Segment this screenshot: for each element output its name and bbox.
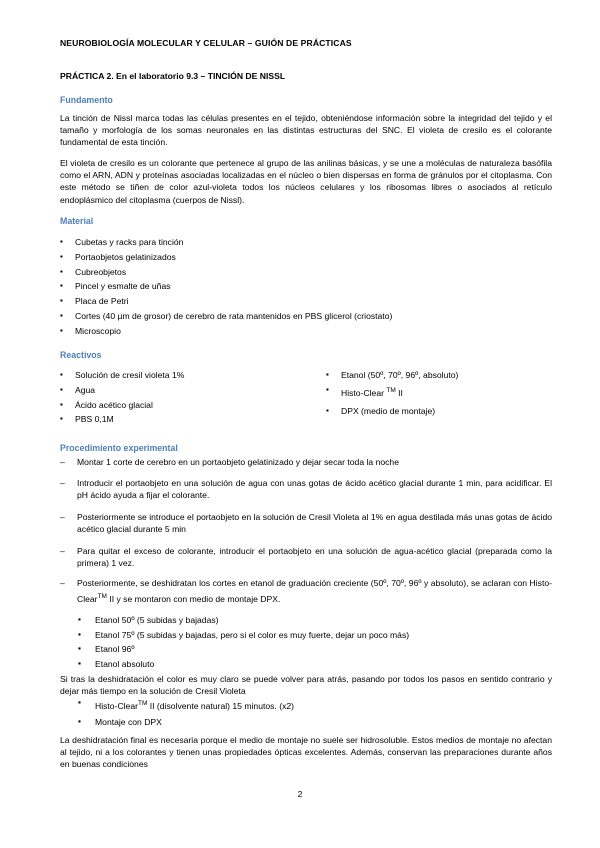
practice-title: PRÁCTICA 2. En el laboratorio 9.3 – TINCIÓN DE NISSL [60, 71, 286, 81]
step-text: Posteriormente, se deshidratan los cortes en etanol de graduación creciente (50º, 70º, 96º y absoluto), se aclaran con Histo-Clear™ II y se montaron con medio de montaje DPX. [77, 578, 552, 604]
page-number: 2 [297, 789, 303, 799]
list-item: ▪ Etanol 75º (5 subidas y bajadas, pero si el color es muy fuerte, dejar un poco más) [78, 629, 409, 644]
trademark-mark: TM [97, 593, 107, 601]
material-list [60, 236, 392, 340]
histo-clear-label: Histo-Clear [341, 387, 384, 398]
section-heading-procedimiento: Procedimiento experimental [60, 443, 178, 453]
section-heading-material: Material [60, 216, 94, 226]
reactivos-list-left [60, 369, 184, 428]
list-item: ▪ DPX (medio de montaje) [326, 405, 458, 420]
dash-marker: – [60, 512, 65, 522]
trademark-mark: TM [386, 386, 396, 394]
dash-marker: – [60, 546, 65, 556]
list-item: ▪ Cubetas y racks para tinción [60, 236, 392, 251]
procedure-step-1 [60, 456, 552, 468]
list-item: ▪ Etanol absoluto [78, 658, 409, 673]
closing-paragraph: La deshidratación final es necesaria porque el medio de montaje no suele ser hidrosoluble. Estos medios de montaje no afectan al tejido, ni a los colorantes y tienen unas propiedades ópticas excelentes. Además, conservan las preparaciones durante años en buenas condiciones [60, 735, 552, 770]
list-item: ▪ Agua [60, 384, 184, 399]
list-item: ▪ Ácido acético glacial [60, 399, 184, 414]
list-item: ▪ Etanol 96º [78, 643, 409, 658]
fundamento-paragraph-1: La tinción de Nissl marca todas las células presentes en el tejido, obteniéndose información sobre la integridad del tejido y el tamaño y morfología de los somas neuronales en las distintas estructuras del SNC. El violeta de cresilo es el colorante fundamental de esta tinción. [60, 113, 552, 148]
rehydration-note: Si tras la deshidratación el color es muy claro se puede volver para atrás, pasando por todos los pasos en sentido contrario y dejar más tiempo en la solución de Cresil Violeta [60, 674, 552, 697]
dash-marker: – [60, 578, 65, 588]
trademark-mark: TM [137, 700, 148, 707]
dash-marker: – [60, 478, 65, 488]
step-text: Posteriormente se introduce el portaobjeto en la solución de Cresil Violeta al 1% en agua destilada más unas gotas de ácido acético glacial durante 5 min [77, 512, 552, 535]
procedure-step-3 [60, 511, 552, 535]
list-item: ▪ Etanol (50º, 70º, 96º, absoluto) [326, 369, 458, 384]
final-steps-list [78, 697, 294, 731]
fundamento-paragraph-2: El violeta de cresilo es un colorante que pertenece al grupo de las anilinas básicas, y se une a moléculas de naturaleza basófila como el ARN, ADN y proteínas asociadas localizadas en el núcleo o bien dispersas en forma de gránulos por el citoplasma. Con este método se tiñen de color azul-violeta todos los núcleos celulares y los ribosomas libres o asociados al retículo endoplásmico del citoplasma (cuerpos de Nissl). [60, 158, 552, 205]
step-text: Para quitar el exceso de colorante, introducir el portaobjeto en una solución de agua-acético glacial (preparada como la primera) 1 vez. [77, 546, 552, 569]
document-header: NEUROBIOLOGÍA MOLECULAR Y CELULAR – GUIÓN DE PRÁCTICAS [60, 38, 352, 48]
list-item [326, 384, 458, 405]
reactivos-list-right [326, 369, 458, 420]
list-item: ▪ Microscopio [60, 325, 392, 340]
list-item: ▪ Etanol 50º (5 subidas y bajadas) [78, 614, 409, 629]
ethanol-sublist [78, 614, 409, 672]
list-item: ▪ Histo-Clear™ II (disolvente natural) 15 minutos. (x2) [78, 697, 294, 716]
procedure-step-5 [60, 576, 552, 607]
section-heading-reactivos: Reactivos [60, 350, 102, 360]
section-heading-fundamento: Fundamento [60, 95, 113, 105]
list-item: ▪ Pincel y esmalte de uñas [60, 280, 392, 295]
list-item: ▪ Cubreobjetos [60, 266, 392, 281]
list-item: ▪ Portaobjetos gelatinizados [60, 251, 392, 266]
list-item: ▪ PBS 0,1M [60, 413, 184, 428]
step-text: Montar 1 corte de cerebro en un portaobjeto gelatinizado y dejar secar toda la noche [77, 457, 399, 467]
procedure-step-4 [60, 545, 552, 569]
list-item: ▪ Solución de cresil violeta 1% [60, 369, 184, 384]
list-item: ▪ Montaje con DPX [78, 716, 294, 731]
step-text: Introducir el portaobjeto en una solución de agua con unas gotas de ácido acético glacial durante 1 min, para acidificar. El pH ácido ayuda a fijar el colorante. [77, 478, 552, 501]
list-item: ▪ Cortes (40 µm de grosor) de cerebro de rata mantenidos en PBS glicerol (criostato) [60, 310, 392, 325]
procedure-step-2 [60, 477, 552, 501]
dash-marker: – [60, 457, 65, 467]
list-item: ▪ Placa de Petri [60, 295, 392, 310]
histo-clear-suffix: II [398, 387, 403, 398]
